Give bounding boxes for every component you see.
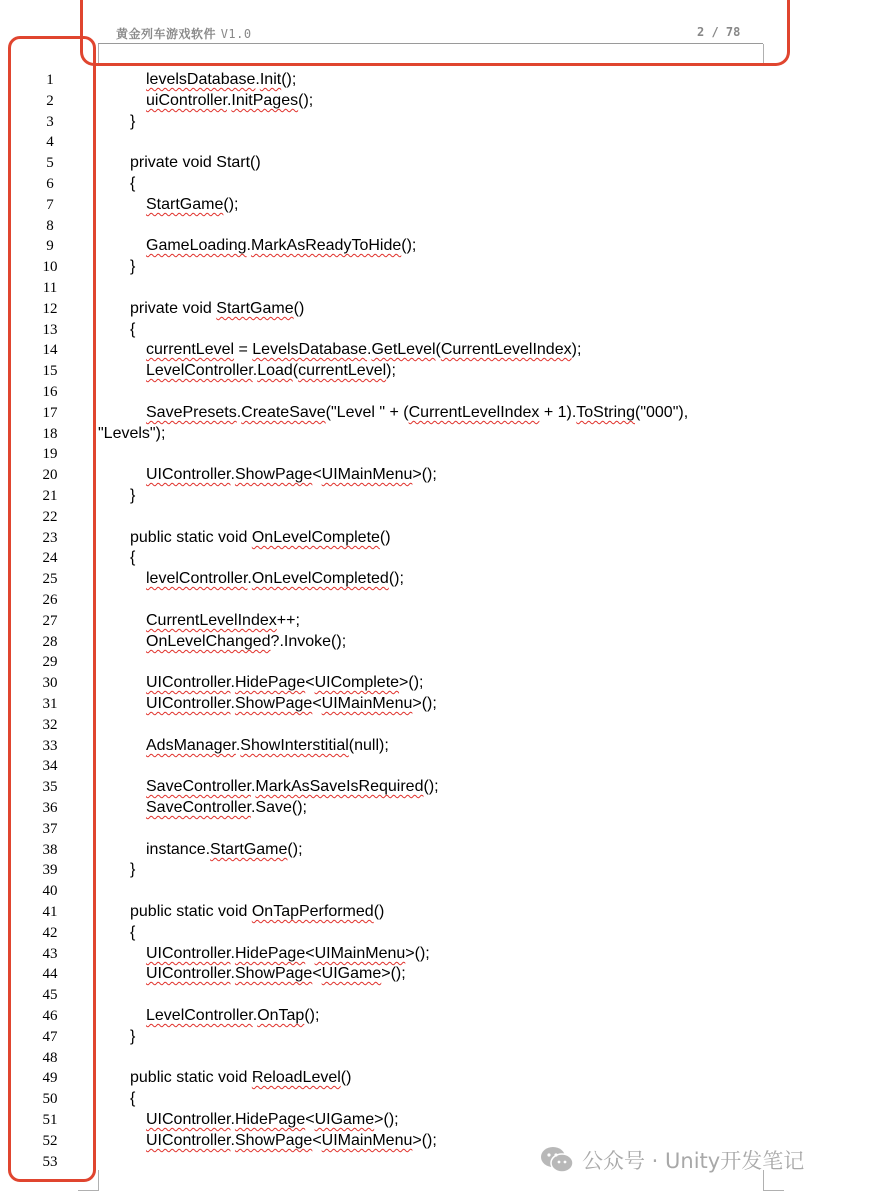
line-number: 1 <box>46 72 54 88</box>
line-number: 32 <box>42 717 58 733</box>
spellcheck-flagged-token: UIController <box>146 695 231 712</box>
spellcheck-flagged-token: UIComplete <box>314 674 400 691</box>
spellcheck-flagged-token: UIController <box>146 674 231 691</box>
line-number: 48 <box>42 1050 58 1066</box>
line-number: 43 <box>42 946 58 962</box>
code-token: { <box>130 1090 136 1107</box>
code-token: < <box>312 695 322 712</box>
code-line <box>146 673 424 693</box>
code-token: < <box>305 1111 315 1128</box>
code-token: (); <box>304 1007 320 1024</box>
code-token: . <box>230 945 235 962</box>
line-number: 39 <box>42 862 58 878</box>
spellcheck-flagged-token: LevelController <box>146 1007 253 1024</box>
line-number: 44 <box>42 966 58 982</box>
code-token: .Save(); <box>250 799 307 816</box>
line-number: 28 <box>42 634 58 650</box>
code-line <box>130 1068 351 1088</box>
code-token: ++; <box>276 612 300 629</box>
header-title-text: 黄金列车游戏软件 <box>116 27 217 41</box>
code-token: >(); <box>374 1111 399 1128</box>
spellcheck-flagged-token: ReloadLevel <box>251 1069 341 1086</box>
line-number: 9 <box>46 238 54 254</box>
code-line <box>146 465 437 485</box>
spellcheck-flagged-token: AdsManager <box>146 737 236 754</box>
code-token: < <box>305 674 315 691</box>
spellcheck-flagged-token: CurrentLevelIndex <box>440 341 572 358</box>
code-token: ); <box>386 362 396 379</box>
code-token: . <box>255 71 260 88</box>
code-token: ("000"), <box>634 404 689 421</box>
code-token: . <box>230 674 235 691</box>
code-token: . <box>230 466 235 483</box>
code-token: >(); <box>399 674 424 691</box>
spellcheck-flagged-token: OnTapPerformed <box>251 903 374 920</box>
spellcheck-flagged-token: UIMainMenu <box>321 1132 413 1149</box>
code-token: ); <box>571 341 582 358</box>
code-token: { <box>130 549 136 566</box>
line-number: 53 <box>42 1154 58 1170</box>
code-token: (); <box>423 778 439 795</box>
code-token: < <box>312 466 322 483</box>
spellcheck-flagged-token: Load <box>257 362 293 379</box>
code-token: . <box>252 362 258 379</box>
spellcheck-flagged-token: OnLevelCompleted <box>251 570 389 587</box>
spellcheck-flagged-token: LevelsDatabase <box>252 341 368 358</box>
spellcheck-flagged-token: MarkAsReadyToHide <box>250 237 402 254</box>
spellcheck-flagged-token: OnTap <box>257 1007 305 1024</box>
spellcheck-flagged-token: ToString <box>576 404 635 421</box>
code-token: . <box>252 1007 258 1024</box>
code-token: public static void <box>130 1069 252 1086</box>
spellcheck-flagged-token: CurrentLevelIndex <box>146 612 277 629</box>
code-line <box>130 548 135 568</box>
code-token: . <box>230 1132 235 1149</box>
line-number: 25 <box>42 571 58 587</box>
line-number: 8 <box>46 218 54 234</box>
code-token: . <box>226 92 232 109</box>
line-number: 34 <box>42 758 58 774</box>
code-token: (); <box>401 237 417 254</box>
spellcheck-flagged-token: UIController <box>146 1132 231 1149</box>
line-number: 38 <box>42 842 58 858</box>
spellcheck-flagged-token: HidePage <box>234 674 306 691</box>
code-token: >(); <box>412 695 437 712</box>
code-line <box>146 195 238 215</box>
code-token: } <box>130 861 136 878</box>
line-number: 22 <box>42 509 58 525</box>
line-number: 16 <box>42 384 58 400</box>
code-token: () <box>379 529 391 546</box>
code-line <box>146 840 303 860</box>
spellcheck-flagged-token: LevelController <box>146 362 253 379</box>
watermark <box>540 1143 804 1177</box>
code-token: + 1). <box>539 404 577 421</box>
code-token: (); <box>287 841 303 858</box>
spellcheck-flagged-token: levelsDatabase <box>146 71 256 88</box>
code-line <box>130 486 135 506</box>
code-token: . <box>230 695 235 712</box>
line-number: 37 <box>42 821 58 837</box>
line-number: 47 <box>42 1029 58 1045</box>
watermark-text: 公众号 · Unity开发笔记 <box>582 1149 805 1173</box>
spellcheck-flagged-token: GetLevel <box>371 341 436 358</box>
spellcheck-flagged-token: UIMainMenu <box>321 466 413 483</box>
code-token: { <box>130 321 136 338</box>
code-token: . <box>235 737 241 754</box>
code-token: . <box>246 237 251 254</box>
code-token: . <box>230 1111 235 1128</box>
spellcheck-flagged-token: StartGame <box>216 300 294 317</box>
code-line <box>146 1110 399 1130</box>
line-number: 41 <box>42 904 58 920</box>
line-number: 31 <box>42 696 58 712</box>
code-token: (null); <box>348 737 389 754</box>
code-token: ( <box>292 362 299 379</box>
code-line <box>146 236 416 256</box>
line-number: 33 <box>42 738 58 754</box>
line-number: 3 <box>46 114 54 130</box>
header-highlight-box <box>80 0 790 66</box>
code-token: } <box>130 1028 136 1045</box>
line-number: 14 <box>42 342 58 358</box>
line-number: 27 <box>42 613 58 629</box>
spellcheck-flagged-token: currentLevel <box>146 341 235 358</box>
line-number: 12 <box>42 301 58 317</box>
spellcheck-flagged-token: uiController <box>146 92 227 109</box>
code-token: >(); <box>412 466 437 483</box>
code-line <box>146 361 396 381</box>
line-number: 26 <box>42 592 58 608</box>
code-token: instance. <box>146 841 211 858</box>
code-line <box>130 902 384 922</box>
code-token: private void Start() <box>130 154 261 171</box>
code-token: < <box>312 965 322 982</box>
code-line <box>130 153 261 173</box>
code-line <box>130 320 135 340</box>
line-number: 18 <box>42 426 58 442</box>
code-token: (); <box>223 196 239 213</box>
spellcheck-flagged-token: InitPages <box>231 92 299 109</box>
spellcheck-flagged-token: ShowPage <box>234 466 313 483</box>
code-token: >(); <box>381 965 406 982</box>
line-number: 19 <box>42 446 58 462</box>
line-number: 13 <box>42 322 58 338</box>
line-number: 30 <box>42 675 58 691</box>
line-number: 24 <box>42 550 58 566</box>
spellcheck-flagged-token: UIGame <box>314 1111 375 1128</box>
code-line <box>130 860 135 880</box>
spellcheck-flagged-token: ShowPage <box>234 695 313 712</box>
code-line <box>146 91 313 111</box>
header-version: V1.0 <box>220 27 252 41</box>
line-number: 23 <box>42 530 58 546</box>
code-token: public static void <box>130 903 252 920</box>
line-number: 46 <box>42 1008 58 1024</box>
code-line <box>146 569 404 589</box>
code-token: () <box>293 300 305 317</box>
line-number: 6 <box>46 176 54 192</box>
line-number: 21 <box>42 488 58 504</box>
code-line <box>146 694 437 714</box>
line-number: 7 <box>46 197 54 213</box>
line-number: 15 <box>42 363 58 379</box>
line-number: 36 <box>42 800 58 816</box>
code-token: public static void <box>130 529 252 546</box>
line-number: 2 <box>46 93 54 109</box>
code-token: . <box>230 965 235 982</box>
spellcheck-flagged-token: StartGame <box>146 196 224 213</box>
line-number: 17 <box>42 405 58 421</box>
spellcheck-flagged-token: ShowPage <box>234 965 313 982</box>
line-number: 4 <box>46 134 54 150</box>
line-number: 40 <box>42 883 58 899</box>
spellcheck-flagged-token: UIMainMenu <box>321 695 413 712</box>
code-line <box>146 944 430 964</box>
code-line <box>146 1131 437 1151</box>
line-number: 20 <box>42 467 58 483</box>
page-indicator: 2 / 78 <box>697 25 741 39</box>
code-line <box>98 424 165 444</box>
code-token: "Levels"); <box>98 425 166 442</box>
spellcheck-flagged-token: UIMainMenu <box>314 945 406 962</box>
code-token: } <box>130 487 136 504</box>
spellcheck-flagged-token: SaveController <box>146 778 251 795</box>
code-line <box>146 70 296 90</box>
line-number: 35 <box>42 779 58 795</box>
code-token: () <box>340 1069 352 1086</box>
spellcheck-flagged-token: StartGame <box>210 841 288 858</box>
code-line <box>146 632 346 652</box>
code-token: . <box>236 404 242 421</box>
code-token: >(); <box>412 1132 437 1149</box>
code-line <box>146 736 389 756</box>
spellcheck-flagged-token: OnLevelComplete <box>251 529 380 546</box>
spellcheck-flagged-token: CreateSave <box>241 404 326 421</box>
line-number-highlight-box <box>8 36 96 1182</box>
line-number: 10 <box>42 259 58 275</box>
code-token: >(); <box>405 945 430 962</box>
spellcheck-flagged-token: levelController <box>146 570 248 587</box>
spellcheck-flagged-token: GameLoading <box>146 237 247 254</box>
code-line <box>146 403 688 423</box>
spellcheck-flagged-token: OnLevelChanged <box>146 633 271 650</box>
code-token: (); <box>298 92 314 109</box>
line-number: 11 <box>42 280 58 296</box>
spellcheck-flagged-token: Init <box>259 71 282 88</box>
spellcheck-flagged-token: HidePage <box>234 945 306 962</box>
code-line <box>130 528 391 548</box>
code-line <box>130 1089 135 1109</box>
spellcheck-flagged-token: ShowInterstitial <box>240 737 349 754</box>
code-token: private void <box>130 300 217 317</box>
line-number: 52 <box>42 1133 58 1149</box>
code-token: < <box>305 945 315 962</box>
line-number: 42 <box>42 925 58 941</box>
code-line <box>146 964 406 984</box>
code-token: . <box>250 778 256 795</box>
line-number: 50 <box>42 1091 58 1107</box>
code-token: ("Level " + ( <box>325 404 409 421</box>
code-token: < <box>312 1132 322 1149</box>
code-token: . <box>367 341 372 358</box>
code-token: { <box>130 924 136 941</box>
spellcheck-flagged-token: CurrentLevelIndex <box>408 404 540 421</box>
line-number: 5 <box>46 155 54 171</box>
spellcheck-flagged-token: UIGame <box>321 965 382 982</box>
code-line <box>130 112 135 132</box>
code-line <box>130 299 304 319</box>
spellcheck-flagged-token: MarkAsSaveIsRequired <box>255 778 424 795</box>
code-line <box>130 923 135 943</box>
code-line <box>130 174 135 194</box>
code-token: (); <box>388 570 404 587</box>
code-line <box>146 340 581 360</box>
code-line <box>146 1006 319 1026</box>
code-token: { <box>130 175 136 192</box>
code-token: = <box>234 341 253 358</box>
line-number: 45 <box>42 987 58 1003</box>
spellcheck-flagged-token: UIController <box>146 945 231 962</box>
line-number: 49 <box>42 1070 58 1086</box>
spellcheck-flagged-token: ShowPage <box>234 1132 313 1149</box>
code-token: } <box>130 258 136 275</box>
spellcheck-flagged-token: HidePage <box>234 1111 306 1128</box>
code-token: (); <box>281 71 297 88</box>
spellcheck-flagged-token: UIController <box>146 1111 231 1128</box>
line-number: 51 <box>42 1112 58 1128</box>
spellcheck-flagged-token: SavePresets <box>146 404 237 421</box>
spellcheck-flagged-token: UIController <box>146 466 231 483</box>
spellcheck-flagged-token: currentLevel <box>298 362 387 379</box>
code-token: } <box>130 113 136 130</box>
code-token: ( <box>435 341 441 358</box>
code-token: () <box>373 903 385 920</box>
wechat-icon <box>540 1146 574 1174</box>
code-line <box>146 611 300 631</box>
code-token: . <box>247 570 252 587</box>
code-line <box>130 1027 135 1047</box>
spellcheck-flagged-token: UIController <box>146 965 231 982</box>
code-line <box>146 777 439 797</box>
code-line <box>130 257 135 277</box>
code-line <box>146 798 307 818</box>
spellcheck-flagged-token: SaveController <box>146 799 251 816</box>
code-token: ?.Invoke(); <box>270 633 347 650</box>
line-number: 29 <box>42 654 58 670</box>
